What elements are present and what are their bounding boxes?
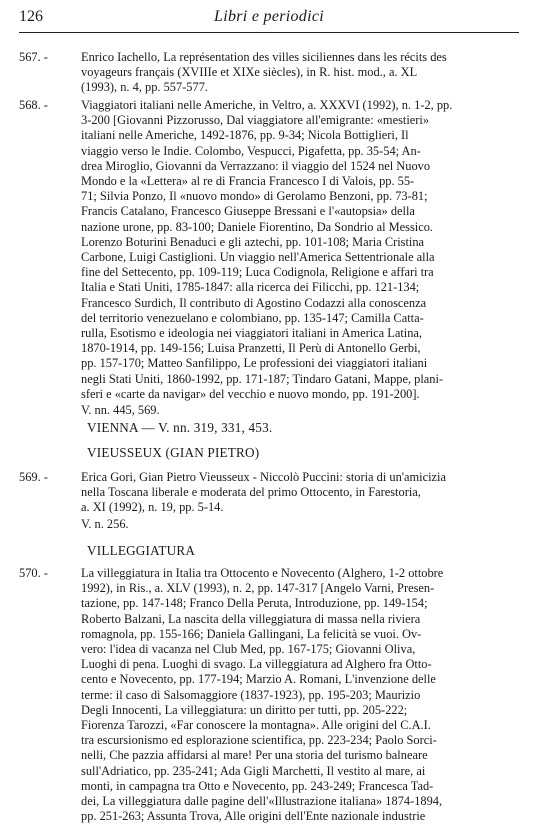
entry-line: Francis Catalano, Francesco Giuseppe Bressani e l'«autopsia» della [81, 204, 415, 219]
entry-body [81, 566, 519, 824]
section-label: VIEUSSEUX (GIAN PIETRO) [87, 445, 260, 460]
entry-line: tazione, pp. 147-148; Franco Della Peruta, Introduzione, pp. 149-154; [81, 596, 428, 611]
section-label: VILLEGGIATURA [87, 543, 196, 558]
entry-line: Erica Gori, Gian Pietro Vieusseux - Niccolò Puccini: storia di un'amicizia [81, 470, 446, 484]
entry-line: vero: l'idea di vacanza nel Club Med, pp. 167-175; Giovanni Oliva, [81, 642, 416, 657]
entry-line: Italia e Stati Uniti, 1785-1847: alla ricerca dei Filicchi, pp. 121-134; [81, 280, 420, 295]
entry-line: nelli, Che pazzia affidarsi al mare! Per una storia del turismo balneare [81, 748, 428, 763]
entry-line: voyageurs français (XVIIIe et XIXe siècles), in R. hist. mod., a. XL [81, 65, 418, 80]
entry-body [81, 470, 519, 532]
entry-line: negli Stati Uniti, 1860-1992, pp. 171-187; Tindaro Gatani, Mappe, plani- [81, 371, 444, 386]
entry-number: 567. - [19, 50, 48, 64]
entry-line: nazione urone, pp. 83-100; Daniele Fiorentino, Da Sondrio al Messico. [81, 219, 434, 234]
section-heading-vieusseux [87, 445, 259, 461]
entry-line: tra escursionismo ed esplorazione scientifica, pp. 223-234; Paolo Sorci- [81, 733, 437, 748]
entry-line: dei, La villeggiatura dalle pagine dell'«Illustrazione italiana» 1874-1894, [81, 794, 443, 809]
entry-body [81, 98, 519, 418]
entry-line: nella Toscana liberale e moderata del primo Ottocento, in Farestoria, [81, 485, 421, 500]
entry-line: pp. 157-170; Matteo Sanfilippo, Le professioni dei viaggiatori italiani [81, 356, 428, 371]
entry-line: rulla, Esotismo e ideologia nei viaggiatori italiani in America Latina, [81, 326, 422, 341]
section-heading-villeggiatura [87, 543, 195, 559]
entry-line: fine del Settecento, pp. 109-119; Luca Codignola, Religione e affari tra [81, 265, 434, 280]
entry-line: 3-200 [Giovanni Pizzorusso, Dal viaggiatore all'emigrante: «mestieri» [81, 113, 430, 128]
entry-line: sull'Adriatico, pp. 235-241; Ada Gigli Marchetti, Il vestito al mare, ai [81, 763, 426, 778]
entry-body [81, 50, 519, 96]
entry-line: pp. 251-263; Assunta Trova, Alle origini dell'Ente nazionale industrie [81, 809, 426, 824]
entry-line: cento e Novecento, pp. 177-194; Marzio A. Romani, L'invenzione delle [81, 672, 436, 687]
entry-line: viaggio verso le Indie. Colombo, Vespucci, Pigafetta, pp. 35-54; An- [81, 143, 421, 158]
page-number: 126 [19, 8, 43, 25]
entry-line: (1993), n. 4, pp. 557-577. [81, 80, 208, 95]
entry-line: La villeggiatura in Italia tra Ottocento e Novecento (Alghero, 1-2 ottobre [81, 566, 444, 580]
entry-line: romagnola, pp. 155-166; Daniela Gallingani, La felicità se vuoi. Ov- [81, 626, 422, 641]
header-rule [19, 32, 519, 33]
entry-line: Mondo e la «Lettera» al re di Francia Francesco I di Valois, pp. 55- [81, 174, 415, 189]
see-also: V. n. 256. [81, 516, 129, 531]
entry-line: a. XI (1992), n. 19, pp. 5-14. [81, 500, 224, 515]
entry-570 [19, 566, 519, 824]
entry-line: sferi e «carte da navigar» del vecchio e nuovo mondo, pp. 191-200]. [81, 386, 420, 401]
entry-number: 570. - [19, 566, 48, 580]
entry-569 [19, 470, 519, 532]
entry-line: Carbone, Luigi Castiglioni. Un viaggio nell'America Settentrionale alla [81, 250, 435, 265]
entry-line: Francesco Surdich, Il contributo di Agostino Codazzi alla conoscenza [81, 295, 427, 310]
entry-line: drea Miroglio, Giovanni da Verrazzano: il viaggio del 1524 nel Nuovo [81, 158, 431, 173]
entry-number: 569. - [19, 470, 48, 484]
entry-line: Enrico Iachello, La représentation des villes siciliennes dans les récits des [81, 50, 447, 64]
see-also: V. nn. 445, 569. [81, 403, 160, 418]
entry-line: Fiorenza Tarozzi, «Far conoscere la montagna». Alle origini del C.A.I. [81, 718, 431, 733]
section-heading-vienna [87, 420, 272, 436]
entry-number: 568. - [19, 98, 48, 112]
entry-line: Roberto Balzani, La nascita della villeggiatura di massa nella riviera [81, 611, 421, 626]
entry-line: Lorenzo Boturini Benaduci e gli aztechi, pp. 101-108; Maria Cristina [81, 234, 425, 249]
entry-line: Degli Innocenti, La villeggiatura: un diritto per tutti, pp. 205-222; [81, 702, 408, 717]
entry-line: del territorio venezuelano e colombiano, pp. 135-147; Camilla Catta- [81, 310, 424, 325]
running-title: Libri e periodici [214, 8, 324, 25]
entry-line: 1870-1914, pp. 149-156; Luisa Pranzetti, Il Perù di Antonello Gerbi, [81, 341, 421, 356]
entry-line: Viaggiatori italiani nelle Americhe, in Veltro, a. XXXVI (1992), n. 1-2, pp. [81, 98, 453, 112]
entry-line: 71; Silvia Ponzo, Il «nuovo mondo» di Gerolamo Benzoni, pp. 73-81; [81, 189, 428, 204]
entry-line: Luoghi di pena. Luoghi di svago. La villeggiatura ad Alghero fra Otto- [81, 657, 432, 672]
section-label: VIENNA [87, 420, 139, 435]
running-header [19, 8, 519, 30]
entry-line: terme: il caso di Salsomaggiore (1837-1923), pp. 195-203; Maurizio [81, 687, 421, 702]
section-refs: — V. nn. 319, 331, 453. [141, 420, 273, 435]
entry-567 [19, 50, 519, 96]
entry-line: 1992), in Ris., a. XLV (1993), n. 2, pp. 147-317 [Angelo Varni, Presen- [81, 581, 435, 596]
entry-568 [19, 98, 519, 418]
entry-line: monti, in campagna tra Otto e Novecento, pp. 243-249; Francesca Tad- [81, 778, 434, 793]
entry-line: italiani nelle Americhe, 1492-1876, pp. 9-34; Nicola Bottiglieri, Il [81, 128, 409, 143]
